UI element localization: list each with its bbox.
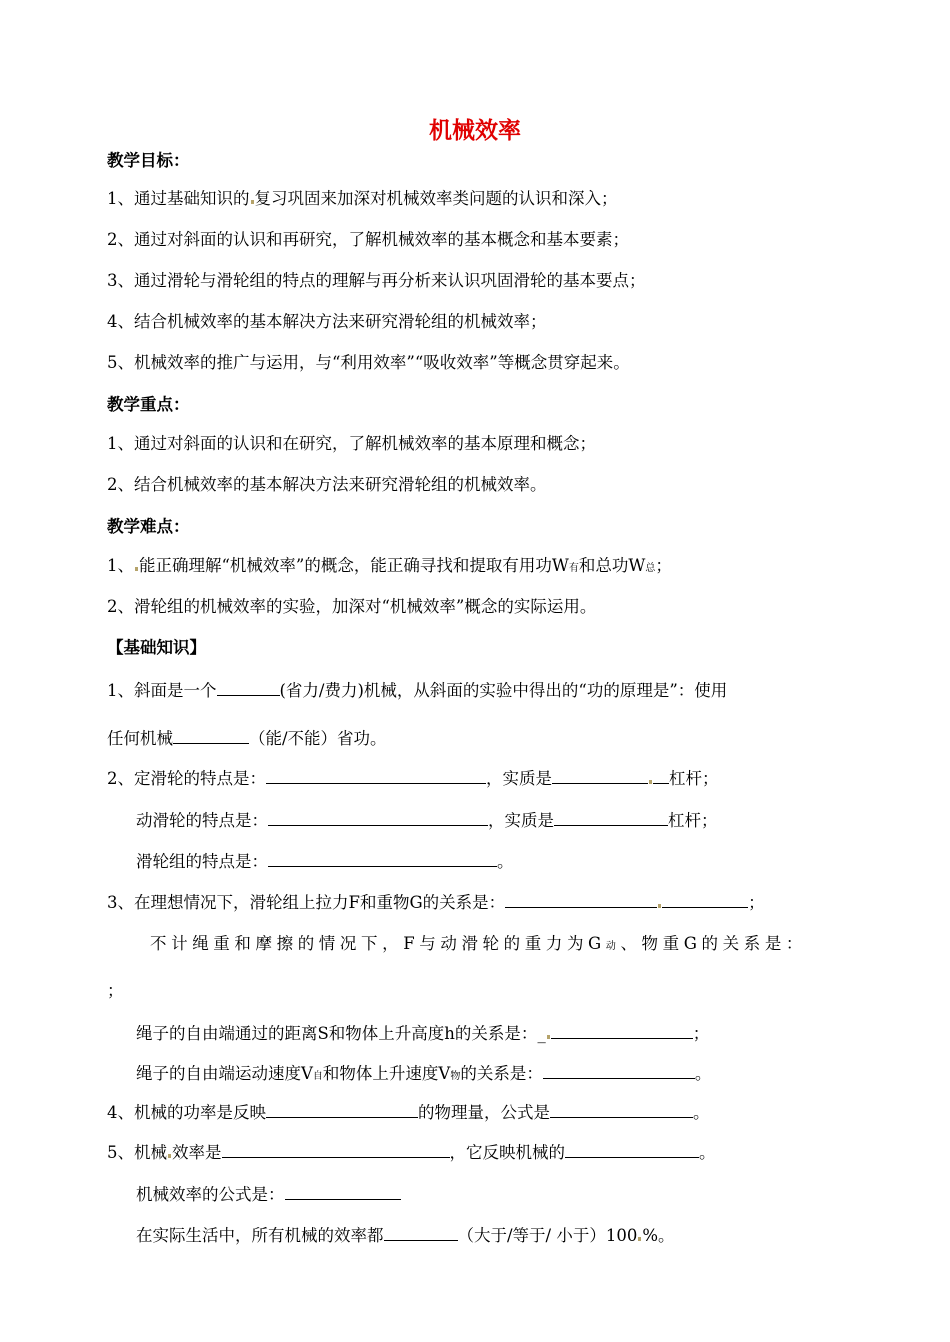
question-text: （大于/等于/ 小于）100 bbox=[457, 1226, 638, 1245]
question-text: (省力/费力)机械，从斜面的实验中得出的“功的原理是”：使用 bbox=[279, 681, 728, 700]
answer-blank[interactable] bbox=[554, 809, 668, 826]
subscript: 总 bbox=[645, 563, 656, 574]
question-text: 的关系是： bbox=[460, 1064, 543, 1083]
item-number: 4、 bbox=[107, 1103, 134, 1122]
question-text: 不计绳重和摩擦的情况下，F与动滑轮的重力为G bbox=[150, 934, 606, 953]
question-text: 动滑轮的特点是： bbox=[136, 811, 268, 830]
item-number: 2、 bbox=[107, 769, 134, 788]
stray-mark bbox=[658, 904, 661, 908]
answer-blank[interactable] bbox=[653, 767, 669, 784]
difficulty-item-2 bbox=[107, 596, 596, 618]
difficulty-item-1 bbox=[107, 555, 672, 580]
answer-blank[interactable] bbox=[550, 1101, 693, 1118]
difficulty-text: 滑轮组的机械效率的实验，加深对“机械效率”概念的实际运用。 bbox=[134, 597, 597, 616]
item-number: 1、 bbox=[107, 681, 134, 700]
question-text: ，实质是 bbox=[486, 769, 552, 788]
item-number: 5、 bbox=[107, 1143, 134, 1162]
question-text: 绳子的自由端通过的距离S和物体上升高度h的关系是： bbox=[136, 1024, 538, 1043]
question-5-line-3 bbox=[136, 1224, 675, 1247]
item-number: 2、 bbox=[107, 475, 134, 494]
question-2-line-1 bbox=[107, 767, 719, 790]
question-text: ； bbox=[748, 893, 765, 912]
focus-text: 通过对斜面的认识和在研究，了解机械效率的基本原理和概念； bbox=[134, 434, 596, 453]
answer-blank[interactable] bbox=[268, 850, 497, 867]
question-text: 杠杆； bbox=[668, 811, 718, 830]
stray-mark bbox=[135, 567, 138, 571]
document-title: 机械效率 bbox=[429, 118, 521, 144]
answer-blank[interactable] bbox=[505, 891, 657, 908]
goal-text: 结合机械效率的基本解决方法来研究滑轮组的机械效率； bbox=[134, 312, 547, 331]
answer-blank[interactable] bbox=[266, 1101, 418, 1118]
item-number: 3、 bbox=[107, 893, 134, 912]
answer-blank[interactable] bbox=[173, 727, 249, 744]
answer-blank[interactable] bbox=[266, 767, 486, 784]
goal-text-part1: 通过基础知识的 bbox=[134, 189, 250, 208]
goal-text: 机械效率的推广与运用，与“利用效率”“吸收效率”等概念贯穿起来。 bbox=[134, 353, 630, 372]
difficulty-text-part3: ； bbox=[655, 556, 672, 575]
answer-blank[interactable] bbox=[285, 1183, 401, 1200]
answer-blank[interactable] bbox=[268, 809, 488, 826]
question-text: 滑轮组的特点是： bbox=[136, 852, 268, 871]
question-text: 。 bbox=[497, 852, 514, 871]
question-text: 和物体上升速度V bbox=[322, 1064, 451, 1083]
stray-mark bbox=[649, 780, 652, 784]
subscript: 自 bbox=[312, 1071, 323, 1082]
question-text: _ bbox=[537, 1024, 546, 1043]
difficulty-text-part2: 和总功W bbox=[578, 556, 646, 575]
subscript: 动 bbox=[605, 941, 621, 952]
answer-blank[interactable] bbox=[543, 1062, 695, 1079]
question-text: （能/不能）省功。 bbox=[249, 729, 387, 748]
answer-blank[interactable] bbox=[217, 679, 280, 696]
goal-item-4 bbox=[107, 311, 547, 333]
answer-blank[interactable] bbox=[551, 1022, 693, 1039]
question-3-line-1 bbox=[107, 891, 765, 914]
question-text: ，实质是 bbox=[488, 811, 554, 830]
stray-mark bbox=[251, 200, 254, 204]
question-3-line-3 bbox=[136, 1022, 709, 1045]
question-5-line-2 bbox=[136, 1183, 401, 1206]
answer-blank[interactable] bbox=[565, 1141, 699, 1158]
item-number: 2、 bbox=[107, 597, 134, 616]
question-1-line-2 bbox=[107, 727, 387, 750]
item-number: 1、 bbox=[107, 189, 134, 208]
question-text: 机械 bbox=[134, 1143, 167, 1162]
difficulty-text-part1: 能正确理解“机械效率”的概念，能正确寻找和提取有用功W bbox=[139, 556, 569, 575]
item-number: 3、 bbox=[107, 271, 134, 290]
question-1-line-1 bbox=[107, 679, 727, 702]
question-text: 杠杆； bbox=[669, 769, 719, 788]
goal-item-3 bbox=[107, 270, 646, 292]
question-text: 在理想情况下，滑轮组上拉力F和重物G的关系是： bbox=[134, 893, 506, 912]
goal-item-2 bbox=[107, 229, 629, 251]
goal-item-5 bbox=[107, 352, 630, 374]
item-number: 1、 bbox=[107, 434, 134, 453]
item-number: 5、 bbox=[107, 353, 134, 372]
item-number: 1、 bbox=[107, 556, 134, 575]
question-text: 机械的功率是反映 bbox=[134, 1103, 266, 1122]
question-text: 效率是 bbox=[172, 1143, 222, 1162]
difficulty-heading: 教学难点： bbox=[107, 517, 190, 536]
question-4 bbox=[107, 1101, 710, 1124]
answer-blank[interactable] bbox=[552, 767, 648, 784]
question-2-line-2 bbox=[136, 809, 718, 832]
basics-heading: 【基础知识】 bbox=[107, 638, 206, 657]
question-text: 。 bbox=[694, 1064, 712, 1083]
stray-mark bbox=[638, 1237, 641, 1241]
question-3-line-2-end: ； bbox=[107, 981, 124, 1000]
goals-heading: 教学目标： bbox=[107, 151, 190, 170]
focus-item-1 bbox=[107, 433, 596, 455]
goal-text: 通过对斜面的认识和再研究，了解机械效率的基本概念和基本要素； bbox=[134, 230, 629, 249]
stray-mark bbox=[168, 1154, 171, 1158]
goal-text-part2: 复习巩固来加深对机械效率类问题的认识和深入； bbox=[254, 189, 618, 208]
question-text: 在实际生活中，所有机械的效率都 bbox=[136, 1226, 384, 1245]
question-2-line-3 bbox=[136, 850, 514, 873]
answer-blank[interactable] bbox=[662, 891, 748, 908]
item-number: 2、 bbox=[107, 230, 134, 249]
question-text: ； bbox=[692, 1024, 710, 1043]
question-text: 的物理量，公式是 bbox=[418, 1103, 550, 1122]
question-5-line-1 bbox=[107, 1141, 716, 1164]
item-number: 4、 bbox=[107, 312, 134, 331]
question-text: 、物重G的关系是： bbox=[620, 934, 808, 953]
question-3-line-4 bbox=[136, 1062, 711, 1088]
question-text: 绳子的自由端运动速度V bbox=[136, 1064, 313, 1083]
focus-item-2 bbox=[107, 474, 547, 496]
question-text: 。 bbox=[699, 1143, 716, 1162]
subscript: 有 bbox=[568, 563, 579, 574]
subscript: 物 bbox=[450, 1071, 461, 1082]
question-text: 定滑轮的特点是： bbox=[134, 769, 266, 788]
stray-mark bbox=[547, 1035, 550, 1039]
question-text: ，它反映机械的 bbox=[449, 1143, 565, 1162]
question-text: 机械效率的公式是： bbox=[136, 1185, 285, 1204]
answer-blank[interactable] bbox=[384, 1224, 458, 1241]
question-text: 斜面是一个 bbox=[134, 681, 217, 700]
focus-heading: 教学重点： bbox=[107, 395, 190, 414]
question-text: 。 bbox=[693, 1103, 710, 1122]
question-3-line-2 bbox=[150, 933, 807, 958]
answer-blank[interactable] bbox=[222, 1141, 450, 1158]
focus-text: 结合机械效率的基本解决方法来研究滑轮组的机械效率。 bbox=[134, 475, 547, 494]
question-text: %。 bbox=[642, 1226, 675, 1245]
goal-item-1 bbox=[107, 188, 618, 210]
question-text: 任何机械 bbox=[107, 729, 173, 748]
goal-text: 通过滑轮与滑轮组的特点的理解与再分析来认识巩固滑轮的基本要点； bbox=[134, 271, 646, 290]
